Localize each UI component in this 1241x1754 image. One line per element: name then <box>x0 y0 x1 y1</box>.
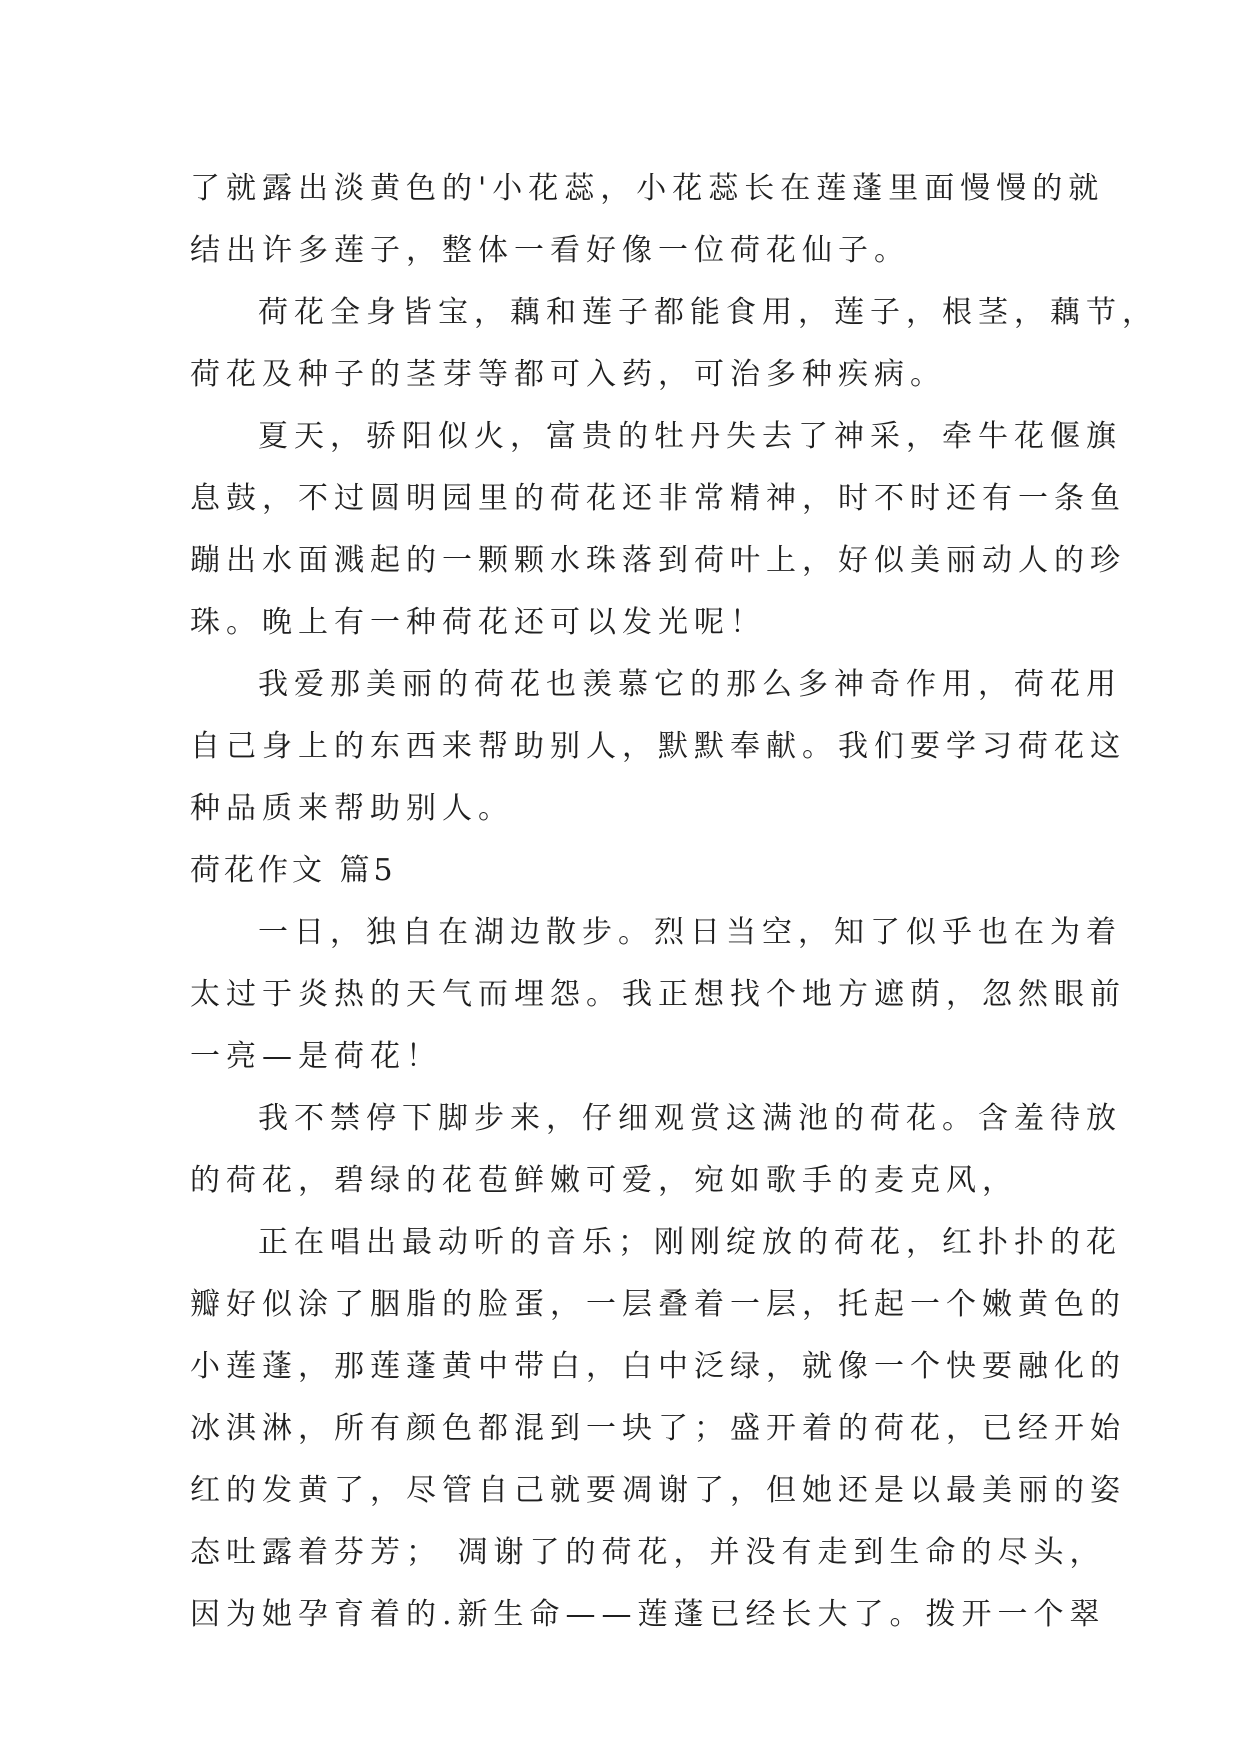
text-line: 太过于炎热的天气而埋怨。我正想找个地方遮荫，忽然眼前 <box>190 977 1126 1012</box>
text-line: 种品质来帮助别人。 <box>190 791 514 826</box>
text-line: 红的发黄了，尽管自己就要凋谢了，但她还是以最美丽的姿 <box>190 1473 1126 1508</box>
text-line: 息鼓，不过圆明园里的荷花还非常精神，时不时还有一条鱼 <box>190 481 1126 516</box>
text-line: 珠。晚上有一种荷花还可以发光呢！ <box>190 605 766 640</box>
essay-body <box>190 158 1158 1646</box>
text-line: 小莲蓬，那莲蓬黄中带白，白中泛绿，就像一个快要融化的 <box>190 1349 1126 1384</box>
text-line: 结出许多莲子，整体一看好像一位荷花仙子。 <box>190 233 910 268</box>
section-heading: 荷花作文 篇5 <box>190 853 397 888</box>
text-line: 冰淇淋，所有颜色都混到一块了；盛开着的荷花，已经开始 <box>190 1411 1126 1446</box>
text-line: 一亮—是荷花！ <box>190 1039 442 1074</box>
paragraph-start: 夏天，骄阳似火，富贵的牡丹失去了神采，牵牛花偃旗 <box>258 419 1122 454</box>
text-line: 瓣好似涂了胭脂的脸蛋，一层叠着一层，托起一个嫩黄色的 <box>190 1287 1126 1322</box>
text-line: 了就露出淡黄色的'小花蕊，小花蕊长在莲蓬里面慢慢的就 <box>190 171 1105 206</box>
text-line: 荷花及种子的茎芽等都可入药，可治多种疾病。 <box>190 357 946 392</box>
paragraph-start: 正在唱出最动听的音乐；刚刚绽放的荷花，红扑扑的花 <box>258 1225 1122 1260</box>
paragraph-start: 荷花全身皆宝，藕和莲子都能食用，莲子，根茎，藕节， <box>258 295 1158 330</box>
paragraph-start: 我爱那美丽的荷花也羡慕它的那么多神奇作用，荷花用 <box>258 667 1122 702</box>
paragraph-start: 一日，独自在湖边散步。烈日当空，知了似乎也在为着 <box>258 915 1122 950</box>
text-line: 的荷花，碧绿的花苞鲜嫩可爱，宛如歌手的麦克风， <box>190 1163 1018 1198</box>
text-line: 蹦出水面溅起的一颗颗水珠落到荷叶上，好似美丽动人的珍 <box>190 543 1126 578</box>
text-line: 自己身上的东西来帮助别人，默默奉献。我们要学习荷花这 <box>190 729 1126 764</box>
paragraph-start: 我不禁停下脚步来，仔细观赏这满池的荷花。含羞待放 <box>258 1101 1122 1136</box>
text-line: 态吐露着芬芳； 凋谢了的荷花，并没有走到生命的尽头， <box>190 1535 1106 1570</box>
text-line: 因为她孕育着的.新生命——莲蓬已经长大了。拨开一个翠 <box>190 1597 1106 1632</box>
